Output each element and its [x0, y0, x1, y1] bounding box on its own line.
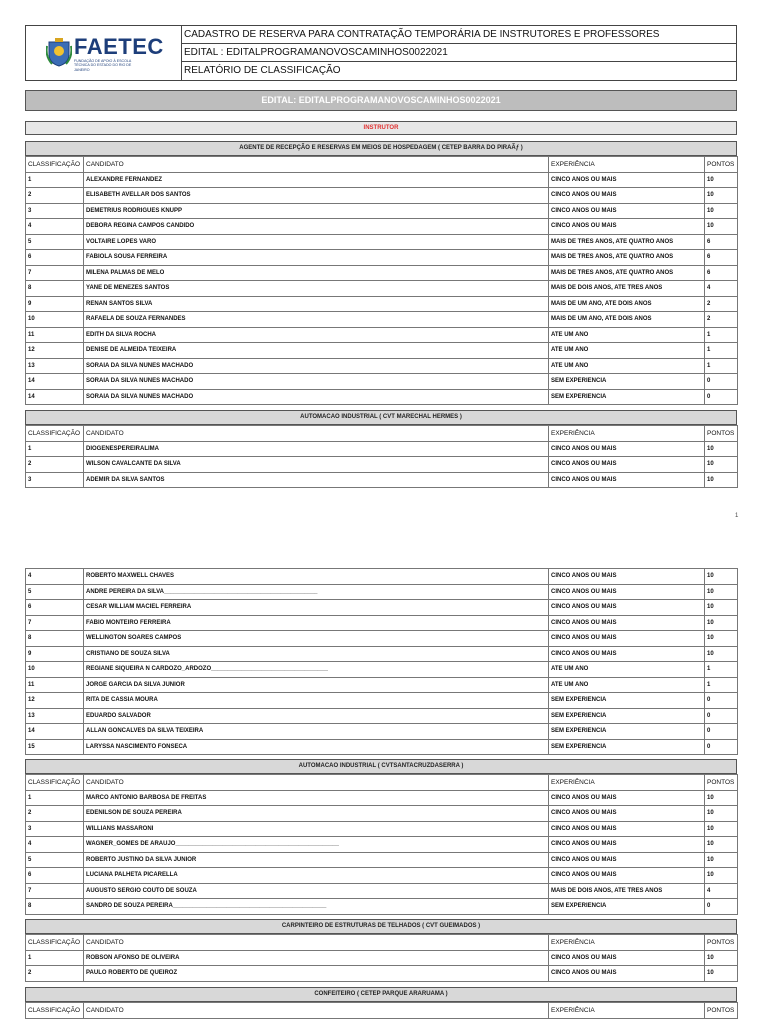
experience-cell: CINCO ANOS OU MAIS: [549, 584, 705, 600]
experience-cell: MAIS DE DOIS ANOS, ATE TRES ANOS: [549, 281, 705, 297]
section-title: AUTOMACAO INDUSTRIAL ( CVTSANTACRUZDASERRA ): [25, 759, 737, 774]
candidate-cell: ADEMIR DA SILVA SANTOS: [84, 472, 549, 488]
rank-cell: 4: [26, 219, 84, 235]
table-row: [26, 569, 738, 585]
candidate-cell: SORAIA DA SILVA NUNES MACHADO: [84, 374, 549, 390]
candidate-cell: SORAIA DA SILVA NUNES MACHADO: [84, 358, 549, 374]
header-report-name: RELATÓRIO DE CLASSIFICAÇÃO: [184, 65, 341, 76]
candidate-cell: EDITH DA SILVA ROCHA: [84, 327, 549, 343]
table-row: [26, 281, 738, 297]
experience-cell: SEM EXPERIENCIA: [549, 739, 705, 755]
section-title: CONFEITEIRO ( CETEP PARQUE ARARUAMA ): [25, 987, 737, 1002]
candidate-cell: ROBERTO MAXWELL CHAVES: [84, 569, 549, 585]
experience-cell: EXPERIÊNCIA: [549, 426, 705, 442]
table-row: [26, 358, 738, 374]
rank-cell: 11: [26, 677, 84, 693]
rank-cell: CLASSIFICAÇÃO: [26, 1003, 84, 1019]
experience-cell: CINCO ANOS OU MAIS: [549, 457, 705, 473]
experience-cell: MAIS DE DOIS ANOS, ATE TRES ANOS: [549, 883, 705, 899]
candidate-cell: CANDIDATO: [84, 935, 549, 951]
table-row: [26, 389, 738, 405]
points-cell: 10: [705, 806, 738, 822]
points-cell: PONTOS: [705, 426, 738, 442]
candidate-cell: SANDRO DE SOUZA PEREIRA______________________________________________: [84, 899, 549, 915]
logo-subtitle: FUNDAÇÃO DE APOIO À ESCOLA TÉCNICA DO ESTADO DO RIO DE JANEIRO: [74, 59, 132, 72]
points-cell: 0: [705, 708, 738, 724]
table-row: [26, 677, 738, 693]
rank-cell: 1: [26, 790, 84, 806]
table-header-row: [26, 1003, 738, 1019]
table-row: [26, 296, 738, 312]
points-cell: 10: [705, 569, 738, 585]
table-row: [26, 806, 738, 822]
points-cell: 10: [705, 457, 738, 473]
experience-cell: ATE UM ANO: [549, 662, 705, 678]
table-row: [26, 457, 738, 473]
candidate-cell: AUGUSTO SERGIO COUTO DE SOUZA: [84, 883, 549, 899]
candidate-cell: WILSON CAVALCANTE DA SILVA: [84, 457, 549, 473]
rank-cell: 3: [26, 203, 84, 219]
experience-cell: CINCO ANOS OU MAIS: [549, 472, 705, 488]
points-cell: PONTOS: [705, 775, 738, 791]
candidate-cell: DENISE DE ALMEIDA TEIXEIRA: [84, 343, 549, 359]
table-row: [26, 883, 738, 899]
report-header: [25, 25, 737, 81]
candidate-cell: JORGE GARCIA DA SILVA JUNIOR: [84, 677, 549, 693]
candidate-cell: RENAN SANTOS SILVA: [84, 296, 549, 312]
experience-cell: MAIS DE TRES ANOS, ATE QUATRO ANOS: [549, 265, 705, 281]
candidate-cell: PAULO ROBERTO DE QUEIROZ: [84, 966, 549, 982]
table-row: [26, 600, 738, 616]
table-row: [26, 631, 738, 647]
logo-wordmark: FAETEC: [74, 34, 164, 59]
points-cell: 10: [705, 646, 738, 662]
rank-cell: 14: [26, 389, 84, 405]
table-header-row: [26, 935, 738, 951]
points-cell: 10: [705, 219, 738, 235]
rank-cell: 13: [26, 708, 84, 724]
header-edital: EDITAL : EDITALPROGRAMANOVOSCAMINHOS0022021: [181, 44, 736, 62]
candidate-cell: DEBORA REGINA CAMPOS CANDIDO: [84, 219, 549, 235]
experience-cell: CINCO ANOS OU MAIS: [549, 837, 705, 853]
candidate-cell: LUCIANA PALHETA PICARELLA: [84, 868, 549, 884]
table-row: [26, 441, 738, 457]
rank-cell: 7: [26, 883, 84, 899]
experience-cell: EXPERIÊNCIA: [549, 1003, 705, 1019]
table-row: [26, 203, 738, 219]
coat-of-arms-icon: [46, 38, 72, 68]
candidate-cell: MARCO ANTONIO BARBOSA DE FREITAS: [84, 790, 549, 806]
candidate-cell: ANDRE PEREIRA DA SILVA______________________________________________: [84, 584, 549, 600]
rank-cell: 5: [26, 234, 84, 250]
experience-cell: CINCO ANOS OU MAIS: [549, 868, 705, 884]
candidate-cell: YANE DE MENEZES SANTOS: [84, 281, 549, 297]
rank-cell: 5: [26, 584, 84, 600]
table-row: [26, 868, 738, 884]
experience-cell: CINCO ANOS OU MAIS: [549, 188, 705, 204]
experience-cell: SEM EXPERIENCIA: [549, 724, 705, 740]
candidate-cell: CANDIDATO: [84, 775, 549, 791]
candidate-cell: CANDIDATO: [84, 1003, 549, 1019]
classification-table: [25, 156, 738, 405]
rank-cell: 1: [26, 172, 84, 188]
experience-cell: MAIS DE TRES ANOS, ATE QUATRO ANOS: [549, 234, 705, 250]
points-cell: 10: [705, 821, 738, 837]
points-cell: 6: [705, 234, 738, 250]
role-heading: INSTRUTOR: [25, 121, 737, 135]
candidate-cell: MILENA PALMAS DE MELO: [84, 265, 549, 281]
rank-cell: 5: [26, 852, 84, 868]
experience-cell: CINCO ANOS OU MAIS: [549, 950, 705, 966]
table-row: [26, 950, 738, 966]
points-cell: 10: [705, 441, 738, 457]
experience-cell: CINCO ANOS OU MAIS: [549, 806, 705, 822]
experience-cell: MAIS DE TRES ANOS, ATE QUATRO ANOS: [549, 250, 705, 266]
candidate-cell: DEMETRIUS RODRIGUES KNUPP: [84, 203, 549, 219]
table-row: [26, 708, 738, 724]
table-row: [26, 250, 738, 266]
table-row: [26, 821, 738, 837]
points-cell: 10: [705, 600, 738, 616]
rank-cell: 9: [26, 646, 84, 662]
candidate-cell: ALLAN GONCALVES DA SILVA TEIXEIRA: [84, 724, 549, 740]
table-row: [26, 966, 738, 982]
candidate-cell: FABIOLA SOUSA FERREIRA: [84, 250, 549, 266]
points-cell: 4: [705, 883, 738, 899]
experience-cell: MAIS DE UM ANO, ATE DOIS ANOS: [549, 312, 705, 328]
candidate-cell: SORAIA DA SILVA NUNES MACHADO: [84, 389, 549, 405]
table-row: [26, 234, 738, 250]
table-row: [26, 739, 738, 755]
points-cell: 10: [705, 631, 738, 647]
points-cell: 1: [705, 662, 738, 678]
experience-cell: MAIS DE UM ANO, ATE DOIS ANOS: [549, 296, 705, 312]
experience-cell: EXPERIÊNCIA: [549, 157, 705, 173]
candidate-cell: ALEXANDRE FERNANDEZ: [84, 172, 549, 188]
rank-cell: 15: [26, 739, 84, 755]
classification-table: [25, 1002, 738, 1019]
table-row: [26, 188, 738, 204]
points-cell: 1: [705, 358, 738, 374]
header-title: CADASTRO DE RESERVA PARA CONTRATAÇÃO TEMPORÁRIA DE INSTRUTORES E PROFESSORES: [181, 26, 736, 44]
points-cell: 0: [705, 724, 738, 740]
experience-cell: CINCO ANOS OU MAIS: [549, 646, 705, 662]
points-cell: 0: [705, 693, 738, 709]
points-cell: PONTOS: [705, 1003, 738, 1019]
points-cell: 0: [705, 899, 738, 915]
table-row: [26, 662, 738, 678]
rank-cell: 6: [26, 868, 84, 884]
rank-cell: 8: [26, 631, 84, 647]
experience-cell: CINCO ANOS OU MAIS: [549, 966, 705, 982]
candidate-cell: ROBSON AFONSO DE OLIVEIRA: [84, 950, 549, 966]
experience-cell: SEM EXPERIENCIA: [549, 693, 705, 709]
points-cell: 0: [705, 389, 738, 405]
rank-cell: 1: [26, 441, 84, 457]
rank-cell: 2: [26, 966, 84, 982]
points-cell: 10: [705, 472, 738, 488]
experience-cell: SEM EXPERIENCIA: [549, 374, 705, 390]
rank-cell: 12: [26, 343, 84, 359]
experience-cell: SEM EXPERIENCIA: [549, 708, 705, 724]
candidate-cell: CANDIDATO: [84, 157, 549, 173]
points-cell: 1: [705, 343, 738, 359]
table-row: [26, 172, 738, 188]
candidate-cell: ROBERTO JUSTINO DA SILVA JUNIOR: [84, 852, 549, 868]
points-cell: 0: [705, 374, 738, 390]
candidate-cell: WELLINGTON SOARES CAMPOS: [84, 631, 549, 647]
candidate-cell: RITA DE CASSIA MOURA: [84, 693, 549, 709]
rank-cell: 2: [26, 188, 84, 204]
table-row: [26, 724, 738, 740]
points-cell: 4: [705, 281, 738, 297]
classification-table: [25, 774, 738, 915]
rank-cell: 1: [26, 950, 84, 966]
classification-table: [25, 425, 738, 488]
experience-cell: CINCO ANOS OU MAIS: [549, 569, 705, 585]
experience-cell: ATE UM ANO: [549, 343, 705, 359]
table-row: [26, 837, 738, 853]
rank-cell: 4: [26, 569, 84, 585]
rank-cell: 10: [26, 662, 84, 678]
table-row: [26, 327, 738, 343]
candidate-cell: CESAR WILLIAM MACIEL FERREIRA: [84, 600, 549, 616]
points-cell: 10: [705, 966, 738, 982]
experience-cell: EXPERIÊNCIA: [549, 935, 705, 951]
section-title: CARPINTEIRO DE ESTRUTURAS DE TELHADOS ( CVT GUEIMADOS ): [25, 919, 737, 934]
table-header-row: [26, 426, 738, 442]
table-row: [26, 790, 738, 806]
rank-cell: 14: [26, 724, 84, 740]
rank-cell: 8: [26, 281, 84, 297]
experience-cell: SEM EXPERIENCIA: [549, 389, 705, 405]
points-cell: 0: [705, 739, 738, 755]
table-row: [26, 584, 738, 600]
points-cell: 6: [705, 250, 738, 266]
rank-cell: 4: [26, 837, 84, 853]
points-cell: 1: [705, 677, 738, 693]
points-cell: 10: [705, 615, 738, 631]
faetec-logo: [26, 26, 182, 80]
table-row: [26, 899, 738, 915]
table-row: [26, 219, 738, 235]
points-cell: 10: [705, 790, 738, 806]
candidate-cell: RAFAELA DE SOUZA FERNANDES: [84, 312, 549, 328]
experience-cell: ATE UM ANO: [549, 358, 705, 374]
rank-cell: 14: [26, 374, 84, 390]
experience-cell: CINCO ANOS OU MAIS: [549, 203, 705, 219]
section-title: AGENTE DE RECEPÇÃO E RESERVAS EM MEIOS DE HOSPEDAGEM ( CETEP BARRA DO PIRAÃƒ ): [25, 141, 737, 156]
edital-banner: EDITAL: EDITALPROGRAMANOVOSCAMINHOS0022021: [25, 90, 737, 111]
rank-cell: 13: [26, 358, 84, 374]
points-cell: 10: [705, 837, 738, 853]
table-row: [26, 265, 738, 281]
candidate-cell: VOLTAIRE LOPES VARO: [84, 234, 549, 250]
experience-cell: CINCO ANOS OU MAIS: [549, 441, 705, 457]
experience-cell: ATE UM ANO: [549, 677, 705, 693]
rank-cell: CLASSIFICAÇÃO: [26, 426, 84, 442]
rank-cell: 3: [26, 821, 84, 837]
rank-cell: 6: [26, 600, 84, 616]
experience-cell: CINCO ANOS OU MAIS: [549, 600, 705, 616]
experience-cell: CINCO ANOS OU MAIS: [549, 631, 705, 647]
rank-cell: 11: [26, 327, 84, 343]
candidate-cell: CANDIDATO: [84, 426, 549, 442]
points-cell: 10: [705, 584, 738, 600]
experience-cell: CINCO ANOS OU MAIS: [549, 790, 705, 806]
rank-cell: 7: [26, 615, 84, 631]
table-row: [26, 312, 738, 328]
points-cell: 6: [705, 265, 738, 281]
table-row: [26, 343, 738, 359]
experience-cell: CINCO ANOS OU MAIS: [549, 821, 705, 837]
classification-table: [25, 934, 738, 982]
table-row: [26, 472, 738, 488]
table-row: [26, 646, 738, 662]
points-cell: 10: [705, 188, 738, 204]
rank-cell: 9: [26, 296, 84, 312]
candidate-cell: EDENILSON DE SOUZA PEREIRA: [84, 806, 549, 822]
rank-cell: CLASSIFICAÇÃO: [26, 775, 84, 791]
candidate-cell: DIOGENESPEREIRALIMA: [84, 441, 549, 457]
candidate-cell: ELISABETH AVELLAR DOS SANTOS: [84, 188, 549, 204]
experience-cell: SEM EXPERIENCIA: [549, 899, 705, 915]
points-cell: PONTOS: [705, 935, 738, 951]
candidate-cell: REGIANE SIQUEIRA N CARDOZO_ARDOZO___________________________________: [84, 662, 549, 678]
points-cell: 10: [705, 172, 738, 188]
candidate-cell: CRISTIANO DE SOUZA SILVA: [84, 646, 549, 662]
rank-cell: 2: [26, 457, 84, 473]
candidate-cell: LARYSSA NASCIMENTO FONSECA: [84, 739, 549, 755]
candidate-cell: WAGNER_GOMES DE ARAUJO_________________________________________________: [84, 837, 549, 853]
experience-cell: CINCO ANOS OU MAIS: [549, 172, 705, 188]
candidate-cell: WILLIANS MASSARONI: [84, 821, 549, 837]
experience-cell: CINCO ANOS OU MAIS: [549, 219, 705, 235]
points-cell: 10: [705, 950, 738, 966]
rank-cell: 12: [26, 693, 84, 709]
experience-cell: EXPERIÊNCIA: [549, 775, 705, 791]
rank-cell: 7: [26, 265, 84, 281]
rank-cell: 8: [26, 899, 84, 915]
page-number: 1: [735, 513, 739, 519]
table-header-row: [26, 775, 738, 791]
table-row: [26, 693, 738, 709]
rank-cell: CLASSIFICAÇÃO: [26, 935, 84, 951]
points-cell: PONTOS: [705, 157, 738, 173]
rank-cell: 10: [26, 312, 84, 328]
candidate-cell: FABIO MONTEIRO FERREIRA: [84, 615, 549, 631]
section-title: AUTOMACAO INDUSTRIAL ( CVT MARECHAL HERMES ): [25, 410, 737, 425]
experience-cell: CINCO ANOS OU MAIS: [549, 852, 705, 868]
classification-table: [25, 568, 738, 755]
rank-cell: 2: [26, 806, 84, 822]
experience-cell: ATE UM ANO: [549, 327, 705, 343]
points-cell: 1: [705, 327, 738, 343]
rank-cell: CLASSIFICAÇÃO: [26, 157, 84, 173]
points-cell: 2: [705, 312, 738, 328]
rank-cell: 6: [26, 250, 84, 266]
points-cell: 2: [705, 296, 738, 312]
table-row: [26, 615, 738, 631]
points-cell: 10: [705, 203, 738, 219]
candidate-cell: EDUARDO SALVADOR: [84, 708, 549, 724]
points-cell: 10: [705, 868, 738, 884]
experience-cell: CINCO ANOS OU MAIS: [549, 615, 705, 631]
table-row: [26, 374, 738, 390]
table-row: [26, 852, 738, 868]
rank-cell: 3: [26, 472, 84, 488]
points-cell: 10: [705, 852, 738, 868]
table-header-row: [26, 157, 738, 173]
